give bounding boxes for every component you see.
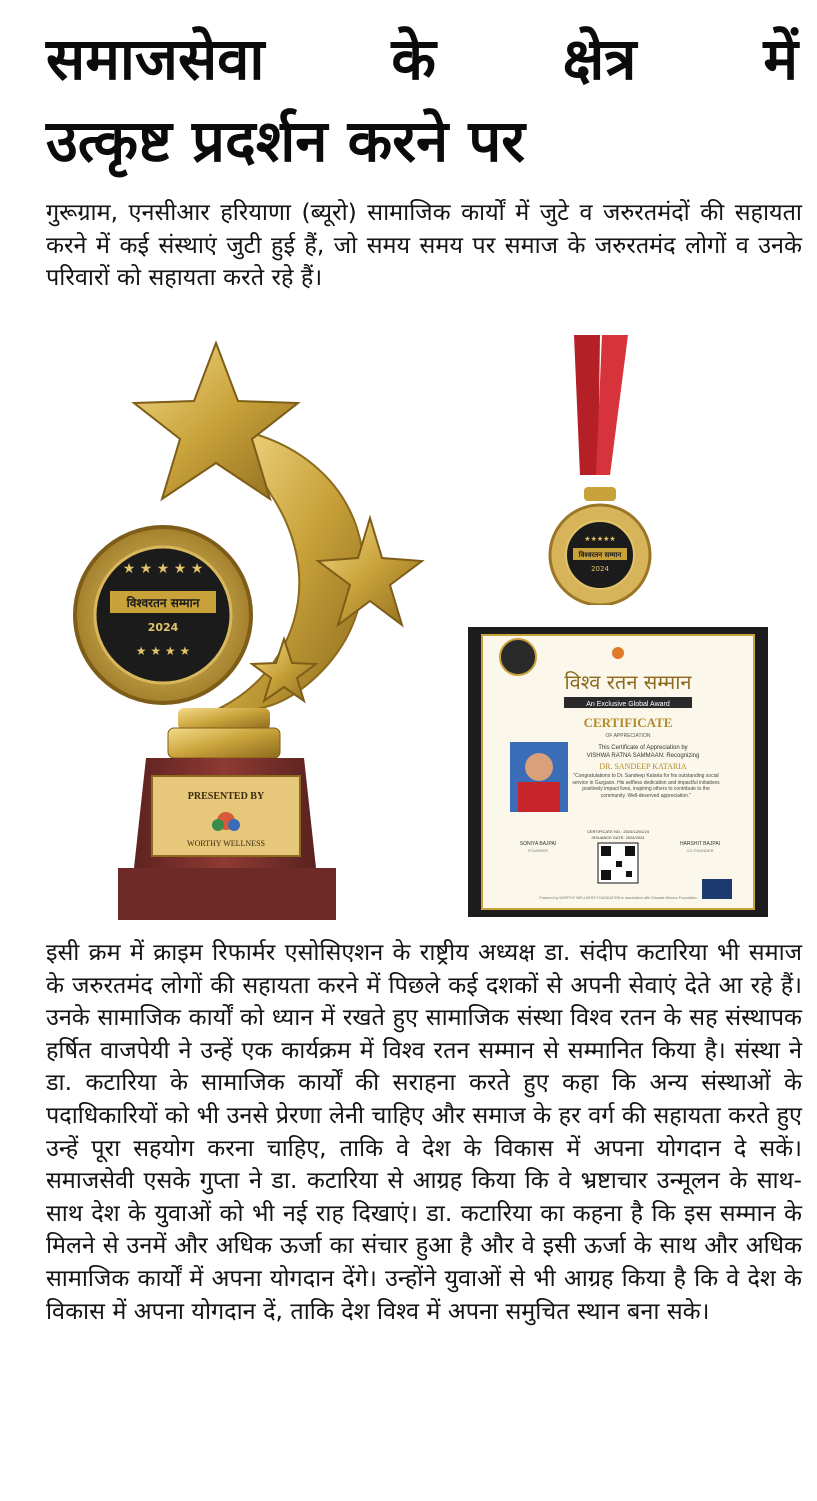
cert-line-1: This Certificate of Appreciation by [598, 745, 688, 751]
medal-text: विश्वरतन सम्मान [578, 551, 622, 559]
headline-word: समाजसेवा [46, 25, 265, 93]
cert-line-2: VISHWA RATNA SAMMAAN: Recognizing [586, 753, 700, 759]
headline-word: में [763, 25, 798, 93]
cert-recipient: DR. SANDEEP KATARIA [599, 762, 687, 771]
cert-sign-right-name: HARSHIT BAJPAI [679, 841, 721, 847]
cert-sign-left-name: SONIYA BAJPAI [519, 841, 557, 847]
cert-citation: "Congratulations to Dr. Sandeep Kataria for his outstanding social service in Gurgaon. His selfless dedication and impactful initiatives positively impact lives, inspiring others to contribute to the community. Well-deserved appreciation." [572, 773, 720, 799]
headline-word: के [391, 25, 436, 93]
cert-sign-center: CERTIFICATE NO.: 2024/12/01/24 [587, 829, 649, 834]
body-paragraph: इसी क्रम में क्राइम रिफार्मर एसोसिएशन के राष्ट्रीय अध्यक्ष डा. संदीप कटारिया भी समाज के जरुरतमंद लोगों की सहायता करने में पिछले कई दशकों से अपनी सेवाएं देते आ रहे हैं। उनके सामाजिक कार्यों को ध्यान में रखते हुए सामाजिक संस्था विश्व रतन के सह संस्थापक हर्षित वाजपेयी ने उन्हें एक कार्यक्रम में विश्व रतन सम्मान से सम्मानित किया है। संस्था ने डा. कटारिया के सामाजिक कार्यों की सराहना करते हुए कहा कि अन्य संस्थाओं के पदाधिकारियों को भी उनसे प्रेरणा लेनी चाहिए और समाज के हर वर्ग की सहायता करते हुए उन्हें पूरा सहयोग करना चाहिए, ताकि वे देश के विकास में अपना योगदान दे सकें। समाजसेवी एसके गुप्ता ने डा. कटारिया से आग्रह किया कि वे भ्रष्टाचार उन्मूलन के साथ-साथ देश के युवाओं को भी नई राह दिखाएं। डा. कटारिया का कहना है कि इस सम्मान के मिलने से उनमें और अधिक ऊर्जा का संचार हुआ है और वे इसी ऊर्जा के साथ और अधिक सामाजिक कार्यों में अपना योगदान देंगे। उन्होंने युवाओं से भी आग्रह किया है कि वे देश के विकास में अपना योगदान दें, ताकि देश विश्व में अपना समुचित स्थान बना सके। [46, 938, 802, 1325]
svg-text:★ ★ ★ ★: ★ ★ ★ ★ [135, 644, 191, 658]
cert-footer: Powered by WORTHY WELLNESS FOUNDATION in association with Educate Mission Foundation [539, 896, 697, 900]
cert-subtitle: OF APPRECIATION [605, 733, 651, 739]
plaque-line-1: PRESENTED BY [187, 791, 265, 802]
plaque-line-2: WORTHY WELLNESS [187, 839, 265, 848]
headline-line-1 [46, 18, 798, 100]
svg-text:★ ★ ★ ★ ★: ★ ★ ★ ★ ★ [122, 561, 204, 577]
medallion-text: विश्वरतन सम्मान [126, 596, 200, 610]
cert-sign-left-role: FOUNDER [528, 848, 548, 853]
headline-word: क्षेत्र [562, 25, 637, 93]
certificate-image [468, 627, 768, 917]
cert-banner: An Exclusive Global Award [586, 701, 670, 708]
medal-image [540, 335, 660, 605]
cert-sign-right-role: CO-FOUNDER [686, 848, 714, 853]
cert-hindi-title: विश्व रतन सम्मान [564, 670, 692, 694]
trophy-image [70, 333, 430, 923]
cert-sign-center-2: ISSUANCE DATE: 2024/2024 [591, 835, 645, 840]
headline [46, 18, 798, 182]
medal-year: 2024 [591, 565, 609, 573]
svg-text:★★★★★: ★★★★★ [584, 535, 616, 543]
headline-line-2: उत्कृष्ट प्रदर्शन करने पर [46, 107, 525, 175]
cert-title: CERTIFICATE [583, 715, 673, 730]
intro-paragraph: गुरूग्राम, एनसीआर हरियाणा (ब्यूरो) सामाजिक कार्यों में जुटे व जरुरतमंदों की सहायता करने में कई संस्थाएं जुटी हुई हैं, जो समय समय पर समाज के जरुरतमंद लोगों व उनके परिवारों को सहायता करते रहे हैं। [46, 198, 802, 292]
award-photo [0, 325, 817, 925]
medallion-year: 2024 [147, 621, 179, 634]
